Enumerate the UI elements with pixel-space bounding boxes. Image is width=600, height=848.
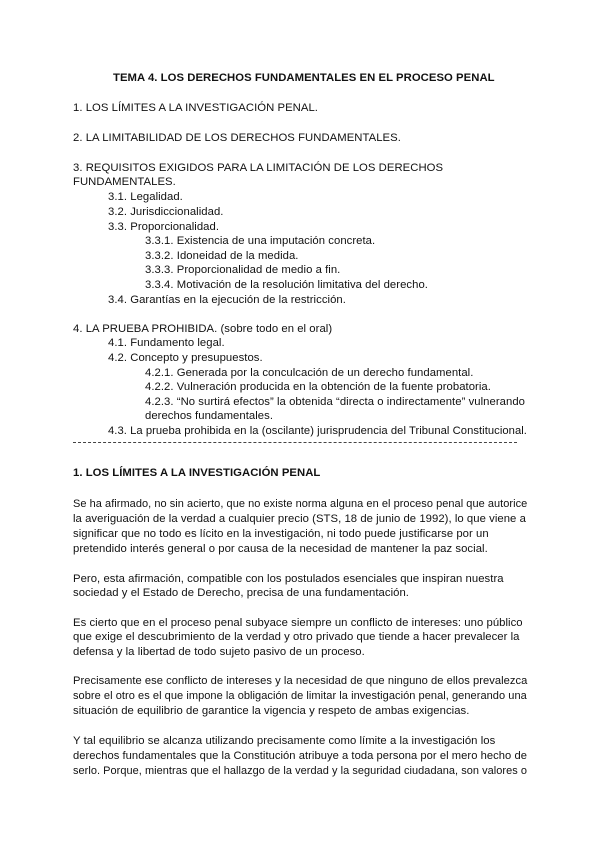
paragraph-line: situación de equilibrio de garantice la vigencia y respeto de ambas exigencias. (73, 705, 470, 717)
toc-item-3-cont: FUNDAMENTALES. (73, 176, 176, 188)
toc-item-4: 4. LA PRUEBA PROHIBIDA. (sobre todo en el oral) (73, 323, 333, 335)
paragraph-line: defensa y la libertad de todo sujeto pasivo de un proceso. (73, 646, 365, 658)
paragraph-line: significar que no todo es lícito en la investigación, ni todo puede justificarse por un (73, 528, 489, 540)
toc-item-3-3-1: 3.3.1. Existencia de una imputación concreta. (145, 235, 376, 247)
toc-item-4-2-2: 4.2.2. Vulneración producida en la obtención de la fuente probatoria. (145, 381, 491, 393)
toc-item-3-4: 3.4. Garantías en la ejecución de la restricción. (108, 294, 346, 306)
toc-item-3-3-3: 3.3.3. Proporcionalidad de medio a fin. (145, 264, 341, 276)
toc-item-3-3-2: 3.3.2. Idoneidad de la medida. (145, 250, 299, 262)
toc-item-3-3-4: 3.3.4. Motivación de la resolución limitativa del derecho. (145, 279, 428, 291)
separator-line (73, 442, 517, 443)
paragraph-line: Precisamente ese conflicto de intereses y la necesidad de que ninguno de ellos prevalezca (73, 675, 528, 687)
paragraph-line: Y tal equilibrio se alcanza utilizando precisamente como límite a la investigación los (73, 735, 496, 747)
paragraph-line: sociedad y el Estado de Derecho, precisa de una fundamentación. (73, 587, 409, 599)
toc-item-4-2-3: 4.2.3. “No surtirá efectos” la obtenida “directa o indirectamente” vulnerando (145, 396, 525, 408)
paragraph-line: Pero, esta afirmación, compatible con los postulados esenciales que inspiran nuestra (73, 573, 504, 585)
toc-item-4-3: 4.3. La prueba prohibida en la (oscilante) jurisprudencia del Tribunal Constitucional. (108, 425, 527, 437)
toc-item-4-1: 4.1. Fundamento legal. (108, 337, 225, 349)
toc-item-3-2: 3.2. Jurisdiccionalidad. (108, 206, 224, 218)
toc-item-3-3: 3.3. Proporcionalidad. (108, 221, 220, 233)
paragraph-line: sobre el otro es el que impone la obligación de limitar la investigación penal, generando una (73, 690, 527, 702)
document-title: TEMA 4. LOS DERECHOS FUNDAMENTALES EN EL PROCESO PENAL (113, 72, 495, 84)
toc-item-4-2: 4.2. Concepto y presupuestos. (108, 352, 263, 364)
section-heading: 1. LOS LÍMITES A LA INVESTIGACIÓN PENAL (73, 467, 321, 479)
toc-item-1: 1. LOS LÍMITES A LA INVESTIGACIÓN PENAL. (73, 102, 318, 114)
paragraph-line: que exige el descubrimiento de la verdad y otro privado que tiende a hacer prevalecer la (73, 631, 520, 643)
toc-item-4-2-1: 4.2.1. Generada por la conculcación de un derecho fundamental. (145, 367, 474, 379)
toc-item-2: 2. LA LIMITABILIDAD DE LOS DERECHOS FUNDAMENTALES. (73, 132, 401, 144)
paragraph-line: derechos fundamentales que la Constitución atribuye a toda persona por el mero hecho de (73, 750, 527, 762)
paragraph-line: serlo. Porque, mientras que el hallazgo de la verdad y la seguridad ciudadana, son valores o (73, 765, 528, 777)
toc-item-3-1: 3.1. Legalidad. (108, 191, 183, 203)
paragraph-line: Es cierto que en el proceso penal subyace siempre un conflicto de intereses: uno público (73, 617, 523, 629)
paragraph-line: pretendido interés general o por causa de la necesidad de mantener la paz social. (73, 543, 488, 555)
paragraph-line: la averiguación de la verdad a cualquier precio (STS, 18 de junio de 1992), lo que viene a (73, 513, 526, 525)
toc-item-3: 3. REQUISITOS EXIGIDOS PARA LA LIMITACIÓN DE LOS DERECHOS (73, 162, 444, 174)
toc-item-4-2-3-cont: derechos fundamentales. (145, 410, 274, 422)
paragraph-line: Se ha afirmado, no sin acierto, que no existe norma alguna en el proceso penal que autorice (73, 498, 528, 510)
